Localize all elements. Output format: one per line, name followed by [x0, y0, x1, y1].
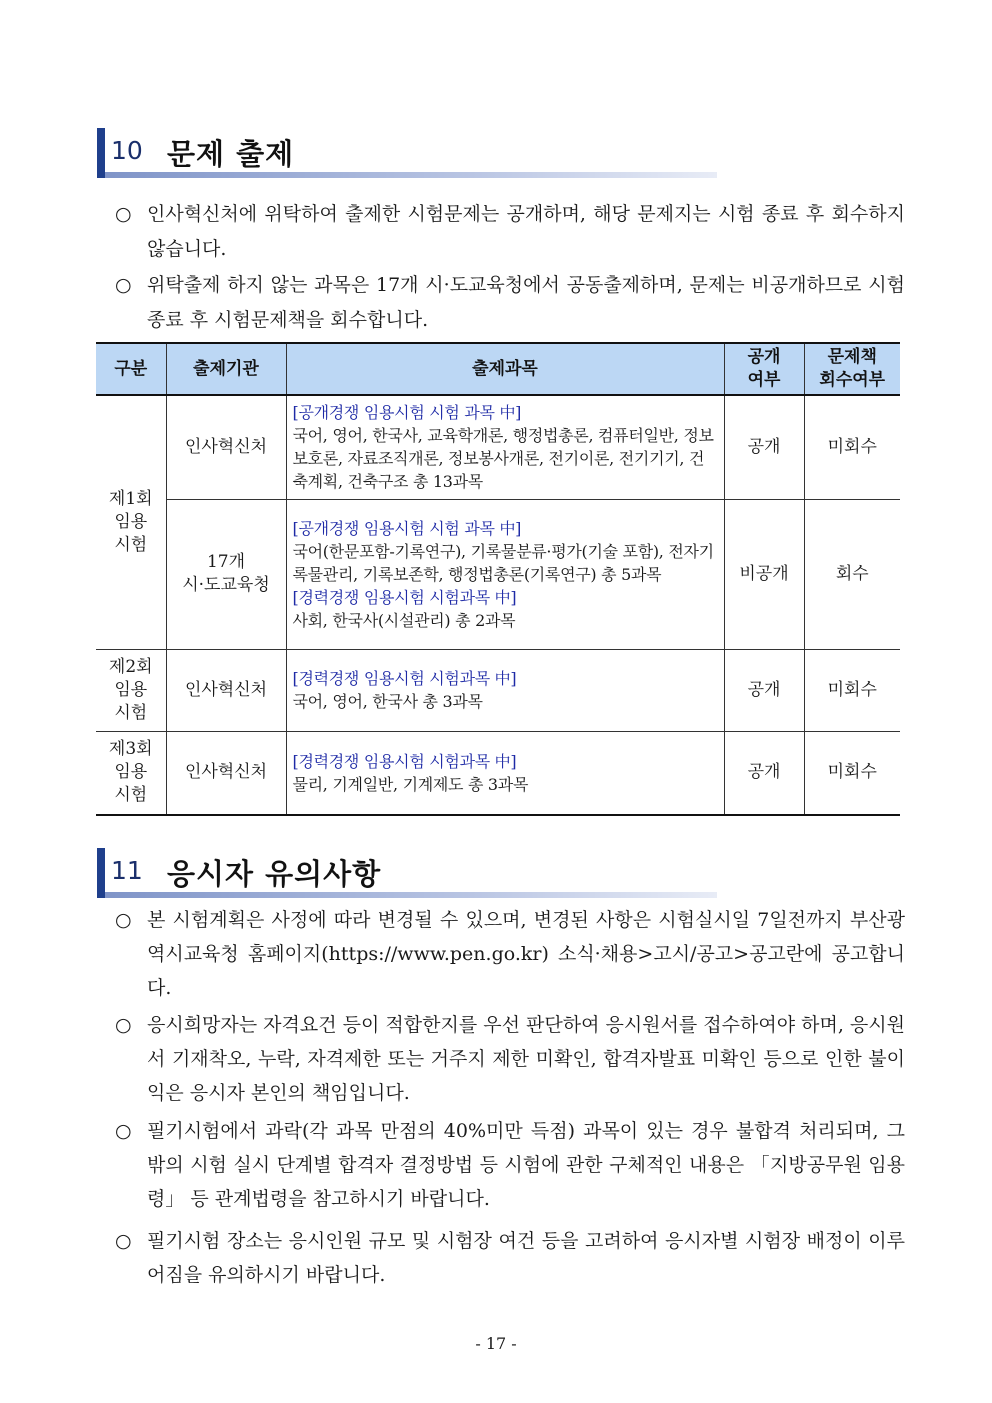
subject-heading: [경력경쟁 임용시험 시험과목 中]: [292, 587, 517, 607]
collection-cell: 회수: [804, 499, 900, 649]
section-underline: [105, 172, 717, 178]
table-row: [96, 499, 900, 649]
collection-cell: 미회수: [804, 731, 900, 815]
subject-list: 사회, 한국사(시설관리) 총 2과목: [292, 610, 516, 630]
header-disclosure: 공개 여부: [724, 343, 804, 395]
section-number: 11: [111, 856, 143, 885]
bullet: ○: [115, 274, 132, 296]
paragraph: [115, 1224, 905, 1292]
collection-cell: 미회수: [804, 395, 900, 499]
subject-heading: [경력경쟁 임용시험 시험과목 中]: [292, 669, 517, 688]
header-category: 구분: [96, 343, 166, 395]
table-row: [96, 731, 900, 815]
header-collection: 문제책 회수여부: [804, 343, 900, 395]
subject-list: 국어, 영어, 한국사, 교육학개론, 행정법총론, 컴퓨터일반, 정보보호론, 자료조직개론, 정보봉사개론, 전기이론, 전기기기, 건축계획, 건축구조 총 13과목: [292, 426, 714, 492]
exam-table: [96, 342, 900, 816]
disclosure-cell: 비공개: [724, 499, 804, 649]
header-subjects: 출제과목: [286, 343, 724, 395]
subject-heading: [공개경쟁 임용시험 시험 과목 中]: [292, 518, 522, 538]
paragraph: [115, 1114, 905, 1216]
agency-cell: 인사혁신처: [166, 731, 286, 815]
subject-list: 물리, 기계일반, 기계제도 총 3과목: [292, 774, 529, 794]
subjects-cell: [286, 499, 724, 649]
paragraph-text: 응시희망자는 자격요건 등이 적합한지를 우선 판단하여 응시원서를 접수하여야 하며, 응시원서 기재착오, 누락, 자격제한 또는 거주지 제한 미확인, 합격자발표 미확인 등으로 인한 불이익은 응시자 본인의 책임입니다.: [147, 1014, 905, 1104]
table-header-row: [96, 343, 900, 395]
exam-label: 제3회 임용 시험: [96, 731, 166, 815]
subjects-cell: [286, 395, 724, 499]
disclosure-cell: 공개: [724, 649, 804, 731]
section-bar: [97, 128, 105, 178]
collection-cell: 미회수: [804, 649, 900, 731]
subject-heading: [공개경쟁 임용시험 시험 과목 中]: [292, 403, 522, 423]
header-agency: 출제기관: [166, 343, 286, 395]
paragraph: [115, 197, 905, 267]
paragraph-text: 인사혁신처에 위탁하여 출제한 시험문제는 공개하며, 해당 문제지는 시험 종료 후 회수하지 않습니다.: [147, 203, 905, 260]
table-row: [96, 395, 900, 499]
section-title: 문제 출제: [167, 137, 295, 171]
disclosure-cell: 공개: [724, 731, 804, 815]
paragraph: [115, 903, 905, 1005]
section-11-heading: [97, 848, 717, 900]
table-row: [96, 649, 900, 731]
agency-cell: 인사혁신처: [166, 395, 286, 499]
agency-cell: 17개 시·도교육청: [166, 499, 286, 649]
agency-cell: 인사혁신처: [166, 649, 286, 731]
page-number: - 17 -: [475, 1334, 517, 1353]
subjects-cell: [286, 649, 724, 731]
disclosure-cell: 공개: [724, 395, 804, 499]
paragraph-text: 본 시험계획은 사정에 따라 변경될 수 있으며, 변경된 사항은 시험실시일 7일전까지 부산광역시교육청 홈페이지(https://www.pen.go.kr) 소식·채용>고시/공고>공고란에 공고합니다.: [147, 909, 905, 999]
paragraph: [115, 268, 905, 338]
exam-label: 제1회 임용 시험: [96, 395, 166, 649]
section-10-heading: [97, 128, 717, 180]
bullet: ○: [115, 1120, 132, 1142]
section-bar: [97, 848, 105, 898]
subject-list: 국어(한문포함-기록연구), 기록물분류·평가(기술 포함), 전자기록물관리, 기록보존학, 행정법총론(기록연구) 총 5과목: [292, 541, 714, 584]
bullet: ○: [115, 203, 132, 225]
paragraph-text: 필기시험에서 과락(각 과목 만점의 40%미만 득점) 과목이 있는 경우 불합격 처리되며, 그 밖의 시험 실시 단계별 합격자 결정방법 등 시험에 관한 구체적인 내용은 「지방공무원 임용령」 등 관계법령을 참고하시기 바랍니다.: [147, 1120, 905, 1210]
section-number: 10: [111, 136, 143, 165]
exam-label: 제2회 임용 시험: [96, 649, 166, 731]
paragraph: [115, 1008, 905, 1110]
section-underline: [105, 892, 717, 898]
bullet: ○: [115, 909, 132, 931]
subject-heading: [경력경쟁 임용시험 시험과목 中]: [292, 751, 517, 771]
subjects-cell: [286, 731, 724, 815]
paragraph-text: 필기시험 장소는 응시인원 규모 및 시험장 여건 등을 고려하여 응시자별 시험장 배정이 이루어짐을 유의하시기 바랍니다.: [147, 1230, 905, 1286]
subject-list: 국어, 영어, 한국사 총 3과목: [292, 692, 483, 711]
bullet: ○: [115, 1230, 132, 1252]
paragraph-text: 위탁출제 하지 않는 과목은 17개 시·도교육청에서 공동출제하며, 문제는 비공개하므로 시험 종료 후 시험문제책을 회수합니다.: [147, 274, 905, 331]
bullet: ○: [115, 1014, 132, 1036]
section-title: 응시자 유의사항: [167, 857, 382, 891]
